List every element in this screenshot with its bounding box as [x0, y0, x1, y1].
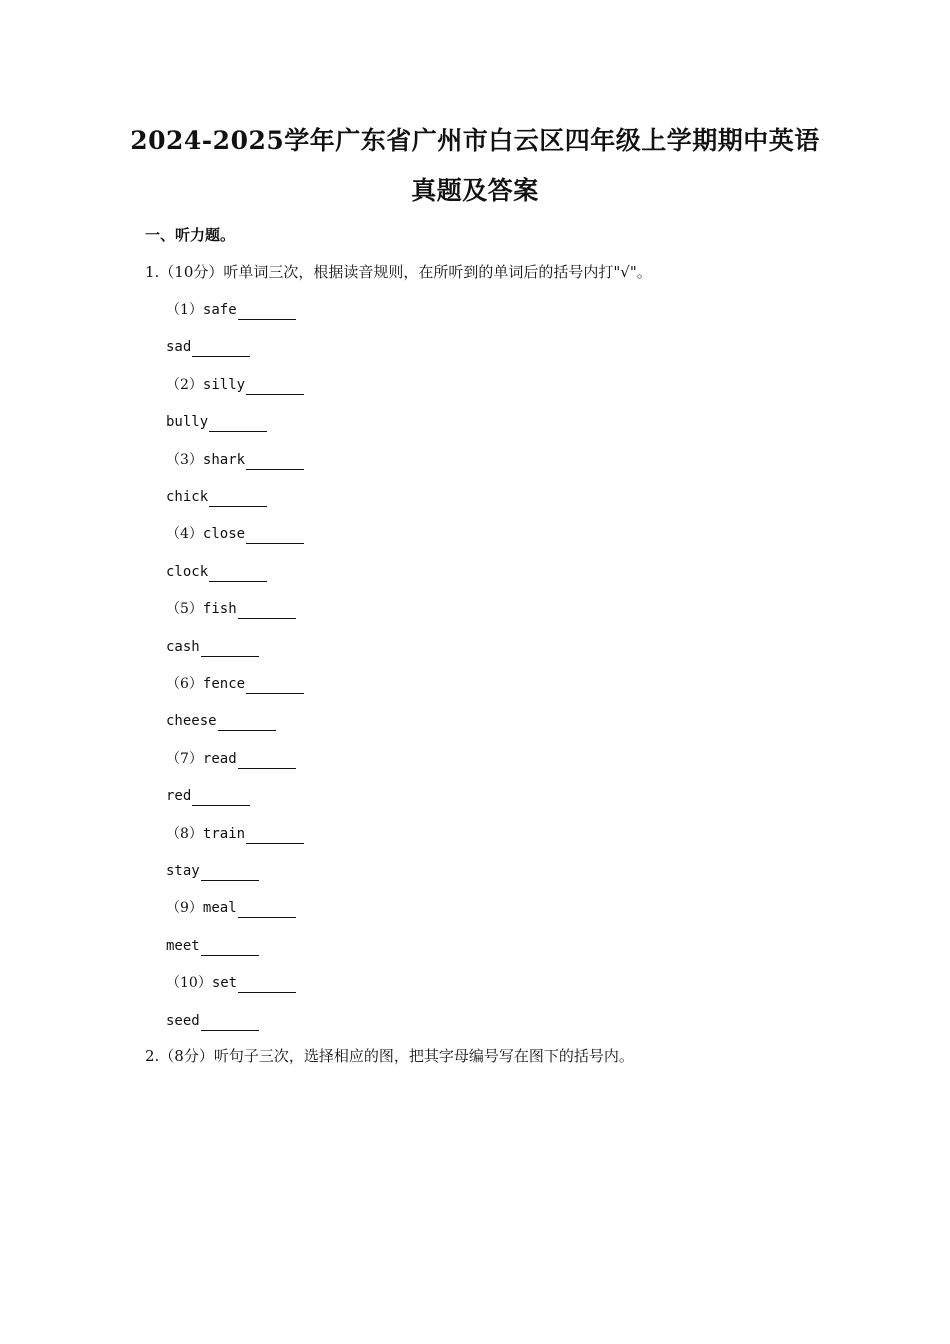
- answer-blank[interactable]: [209, 492, 267, 507]
- answer-blank[interactable]: [238, 305, 296, 320]
- section-heading-listening: 一、听力题。: [145, 226, 236, 244]
- list-item: [166, 749, 296, 769]
- question-1-prompt: 1.（10分）听单词三次，根据读音规则，在所听到的单词后的括号内打"√"。: [145, 263, 652, 281]
- question-2-prompt: 2.（8分）听句子三次，选择相应的图，把其字母编号写在图下的括号内。: [145, 1047, 634, 1065]
- answer-blank[interactable]: [238, 978, 296, 993]
- word-option-a: shark: [202, 451, 246, 468]
- word-option-b: clock: [166, 563, 209, 580]
- answer-blank[interactable]: [246, 455, 304, 470]
- list-item: [166, 898, 296, 918]
- item-number: （5）: [166, 601, 203, 618]
- answer-blank[interactable]: [238, 903, 296, 918]
- answer-blank[interactable]: [201, 1016, 259, 1031]
- list-item: [166, 674, 304, 694]
- word-option-b: meet: [166, 937, 200, 954]
- answer-blank[interactable]: [201, 642, 259, 657]
- list-item: [166, 1011, 259, 1031]
- answer-blank[interactable]: [209, 567, 267, 582]
- item-number: （3）: [166, 451, 203, 468]
- word-option-a: safe: [202, 302, 237, 318]
- list-item: [166, 450, 304, 470]
- word-option-b: stay: [166, 863, 200, 879]
- list-item: [166, 861, 259, 881]
- list-item: [166, 487, 267, 507]
- answer-blank[interactable]: [246, 679, 304, 694]
- item-number: （7）: [166, 750, 203, 767]
- list-item: [166, 375, 304, 395]
- list-item: [166, 711, 276, 731]
- answer-blank[interactable]: [238, 604, 296, 619]
- list-item: [166, 412, 267, 432]
- list-item: [166, 524, 304, 544]
- list-item: [166, 824, 304, 844]
- word-option-a: read: [202, 750, 237, 767]
- word-option-b: chick: [166, 489, 209, 505]
- word-option-a: close: [202, 526, 246, 543]
- item-number: （4）: [166, 526, 203, 543]
- word-option-a: silly: [202, 376, 246, 393]
- item-number: （1）: [166, 302, 203, 318]
- answer-blank[interactable]: [246, 829, 304, 844]
- word-option-a: fence: [202, 676, 246, 692]
- word-option-a: meal: [202, 900, 237, 917]
- answer-blank[interactable]: [192, 342, 250, 357]
- word-option-b: seed: [166, 1012, 200, 1029]
- list-item: [166, 973, 296, 993]
- answer-blank[interactable]: [209, 417, 267, 432]
- answer-blank[interactable]: [201, 866, 259, 881]
- word-option-b: sad: [166, 339, 192, 356]
- list-item: [166, 637, 259, 657]
- item-number: （6）: [166, 676, 203, 692]
- list-item: [166, 337, 250, 357]
- answer-blank[interactable]: [201, 941, 259, 956]
- list-item: [166, 562, 267, 582]
- list-item: [166, 786, 250, 806]
- list-item: [166, 599, 296, 619]
- word-option-a: set: [211, 975, 238, 992]
- item-number: （9）: [166, 900, 203, 917]
- answer-blank[interactable]: [246, 529, 304, 544]
- item-number: （8）: [166, 825, 203, 842]
- document-title-line-1: 2024-2025学年广东省广州市白云区四年级上学期期中英语: [130, 126, 820, 155]
- answer-blank[interactable]: [218, 716, 276, 731]
- word-option-a: train: [202, 825, 246, 842]
- item-number: （10）: [166, 975, 212, 992]
- word-option-a: fish: [202, 601, 237, 618]
- list-item: [166, 300, 296, 320]
- word-option-b: cash: [166, 638, 200, 655]
- word-option-b: red: [166, 788, 192, 805]
- answer-blank[interactable]: [246, 380, 304, 395]
- word-option-b: cheese: [166, 713, 217, 730]
- document-title-line-2: 真题及答案: [411, 176, 539, 205]
- item-number: （2）: [166, 376, 203, 393]
- answer-blank[interactable]: [192, 791, 250, 806]
- list-item: [166, 936, 259, 956]
- answer-blank[interactable]: [238, 754, 296, 769]
- word-option-b: bully: [166, 414, 209, 431]
